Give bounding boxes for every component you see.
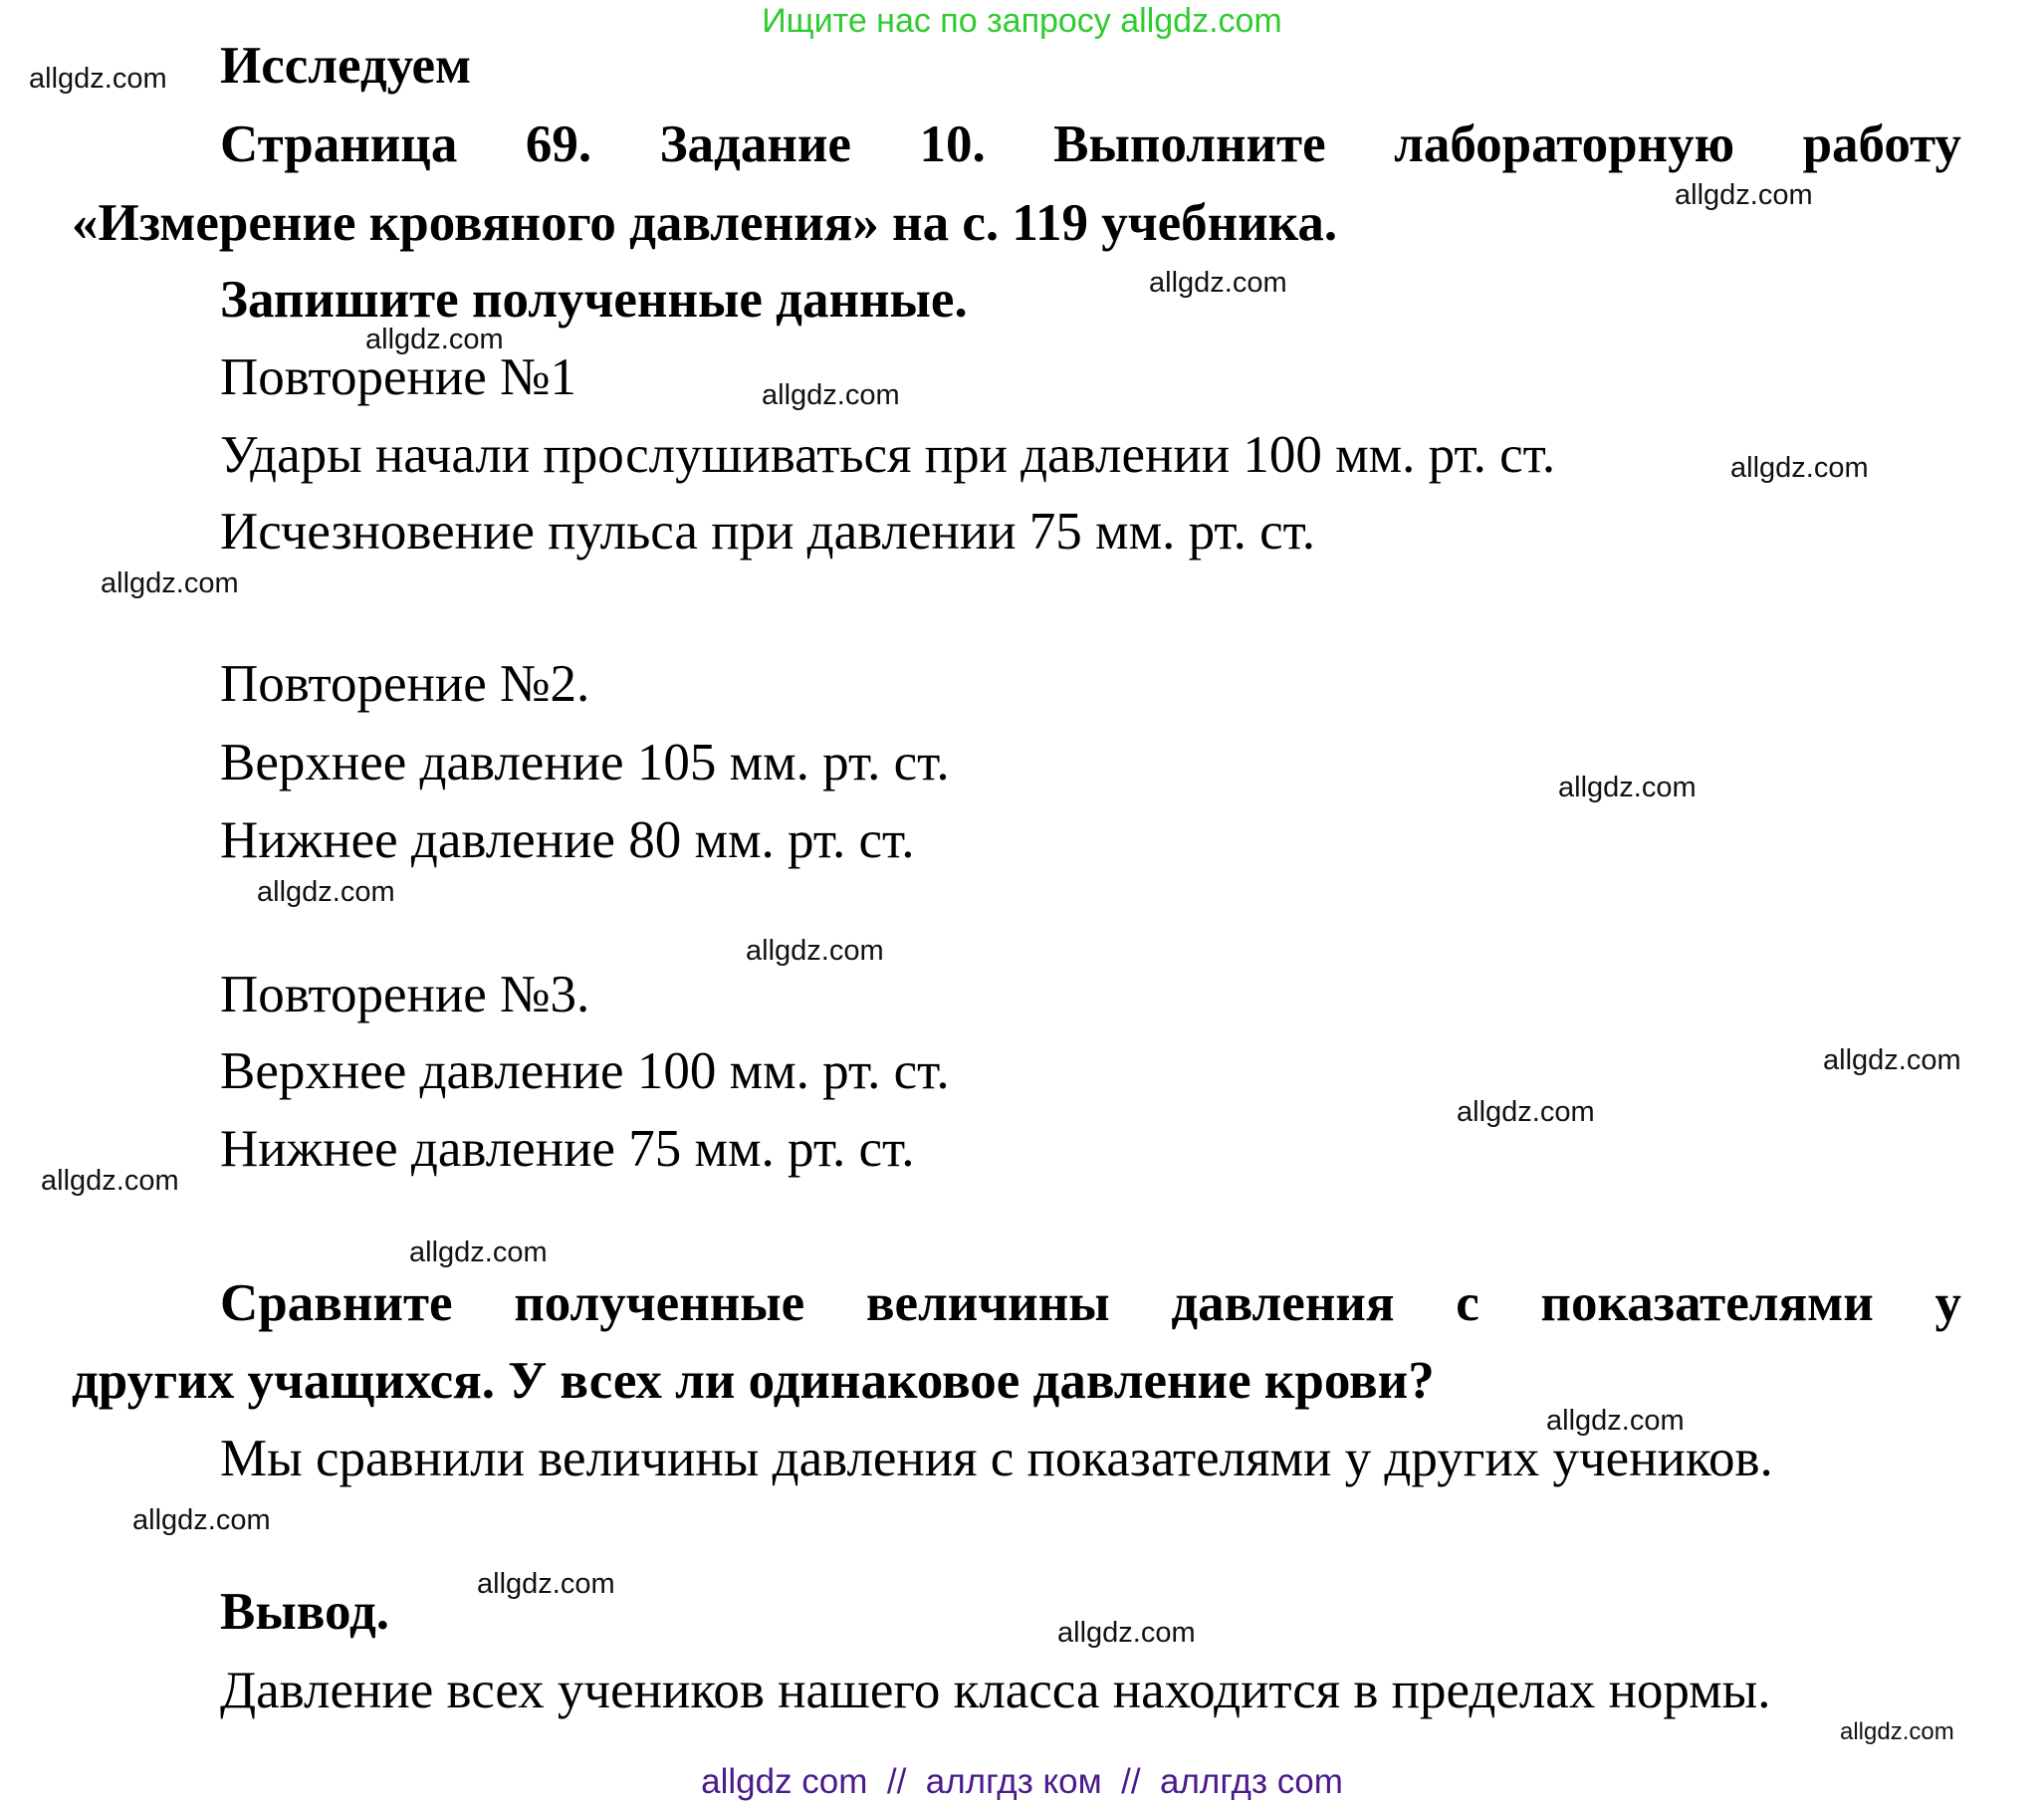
task-line-3: Запишите полученные данные. [220,271,968,329]
watermark: allgdz.com [1840,1718,1954,1745]
repetition-1-upper: Удары начали прослушиваться при давлении 100 мм. рт. ст. [220,426,1556,484]
search-banner: Ищите нас по запросу allgdz.com [762,2,1282,40]
watermark: allgdz.com [257,876,395,908]
repetition-3-title: Повторение №3. [220,966,590,1023]
watermark: allgdz.com [1149,267,1287,299]
footer-text: allgdz com // аллгдз ком // аллгдз com [701,1762,1343,1801]
watermark: allgdz.com [1546,1405,1685,1437]
section-title: Исследуем [220,37,472,95]
watermark: allgdz.com [1730,452,1869,484]
watermark: allgdz.com [1558,772,1697,803]
watermark: allgdz.com [477,1568,615,1600]
repetition-3-lower: Нижнее давление 75 мм. рт. ст. [220,1120,915,1178]
watermark: allgdz.com [409,1237,548,1268]
repetition-2-title: Повторение №2. [220,655,590,713]
watermark: allgdz.com [41,1165,179,1197]
footer-links [0,1762,2044,1802]
conclusion-text: Давление всех учеников нашего класса находится в пределах нормы. [220,1662,1771,1719]
task-line-2: «Измерение кровяного давления» на с. 119 учебника. [72,194,1338,252]
task-line-1: Страница 69. Задание 10. Выполните лабораторную работу [220,115,1961,173]
watermark: allgdz.com [101,567,239,599]
watermark: allgdz.com [746,935,884,967]
watermark: allgdz.com [762,379,900,411]
watermark: allgdz.com [1823,1044,1961,1076]
compare-question-2: других учащихся. У всех ли одинаковое давление крови? [72,1352,1435,1410]
compare-question-1: Сравните полученные величины давления с показателями у [220,1274,1961,1332]
conclusion-title: Вывод. [220,1583,390,1641]
watermark: allgdz.com [132,1504,271,1536]
watermark: allgdz.com [1457,1096,1595,1128]
watermark: allgdz.com [29,63,167,95]
repetition-3-upper: Верхнее давление 100 мм. рт. ст. [220,1042,950,1100]
watermark: allgdz.com [1057,1617,1196,1649]
watermark: allgdz.com [1675,179,1813,211]
compare-answer: Мы сравнили величины давления с показателями у других учеников. [220,1430,1773,1487]
watermark: allgdz.com [365,324,504,355]
repetition-1-lower: Исчезновение пульса при давлении 75 мм. рт. ст. [220,503,1316,561]
repetition-2-lower: Нижнее давление 80 мм. рт. ст. [220,811,915,869]
repetition-1-title: Повторение №1 [220,348,577,406]
repetition-2-upper: Верхнее давление 105 мм. рт. ст. [220,734,950,791]
